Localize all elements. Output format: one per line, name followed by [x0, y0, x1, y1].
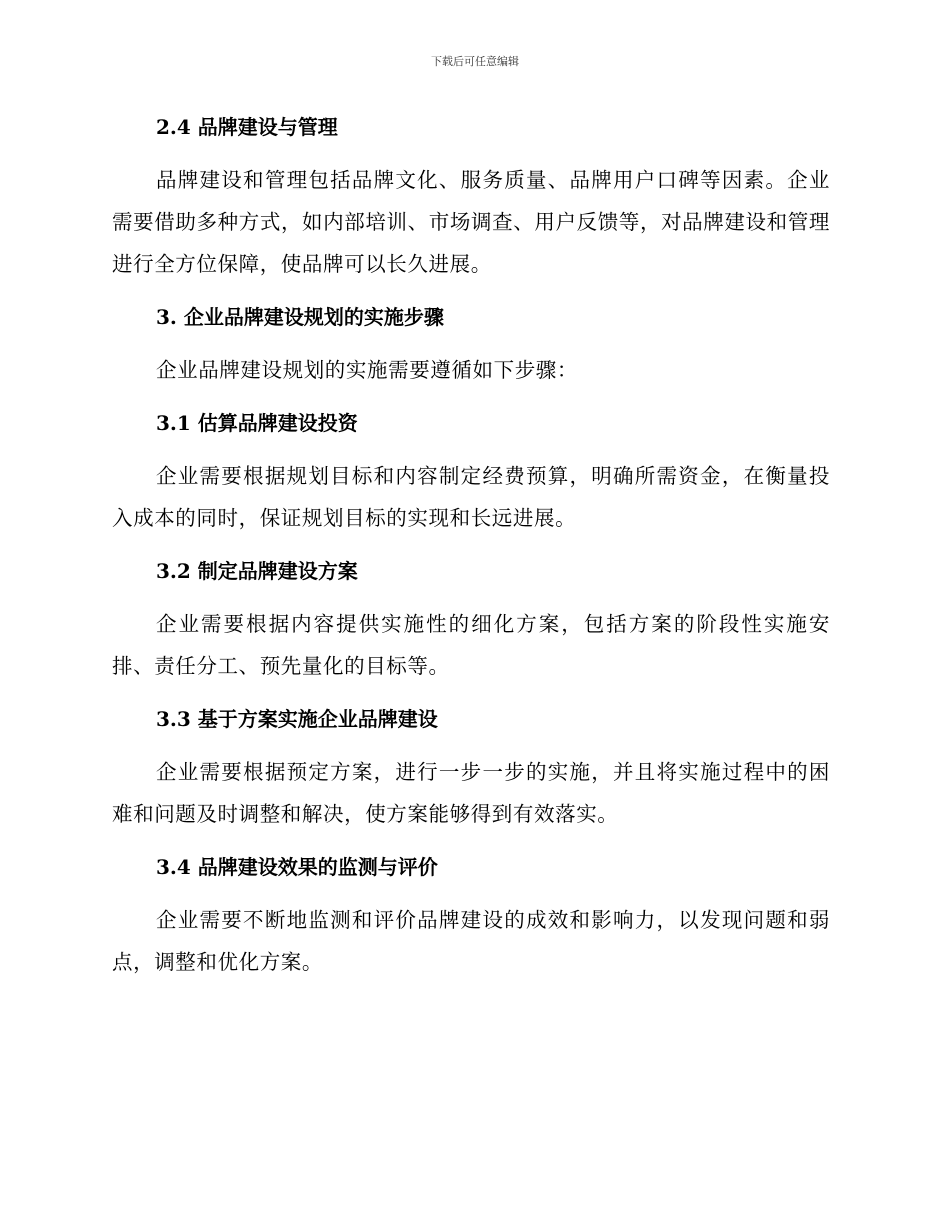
document-body: [112, 106, 830, 983]
section-body-3-3: 企业需要根据预定方案，进行一步一步的实施，并且将实施过程中的困难和问题及时调整和解决，使方案能够得到有效落实。: [112, 760, 830, 826]
section-heading-3-3: 3.3 基于方案实施企业品牌建设: [156, 707, 438, 731]
section-heading-3-1: 3.1 估算品牌建设投资: [156, 411, 358, 435]
section-body-3-2: 企业需要根据内容提供实施性的细化方案，包括方案的阶段性实施安排、责任分工、预先量化的目标等。: [112, 612, 830, 678]
page-header: 下载后可任意编辑: [431, 55, 519, 68]
section-body-2-4: 品牌建设和管理包括品牌文化、服务质量、品牌用户口碑等因素。企业需要借助多种方式，如内部培训、市场调查、用户反馈等，对品牌建设和管理进行全方位保障，使品牌可以长久进展。: [112, 168, 830, 276]
section-heading-3-4: 3.4 品牌建设效果的监测与评价: [156, 855, 438, 879]
section-heading-3: 3. 企业品牌建设规划的实施步骤: [156, 305, 444, 329]
section-heading-2-4: 2.4 品牌建设与管理: [156, 115, 338, 139]
section-body-3: 企业品牌建设规划的实施需要遵循如下步骤：: [156, 358, 578, 382]
section-heading-3-2: 3.2 制定品牌建设方案: [156, 559, 358, 583]
section-body-3-4: 企业需要不断地监测和评价品牌建设的成效和影响力，以发现问题和弱点，调整和优化方案。: [112, 908, 830, 974]
section-body-3-1: 企业需要根据规划目标和内容制定经费预算，明确所需资金，在衡量投入成本的同时，保证规划目标的实现和长远进展。: [112, 464, 830, 530]
